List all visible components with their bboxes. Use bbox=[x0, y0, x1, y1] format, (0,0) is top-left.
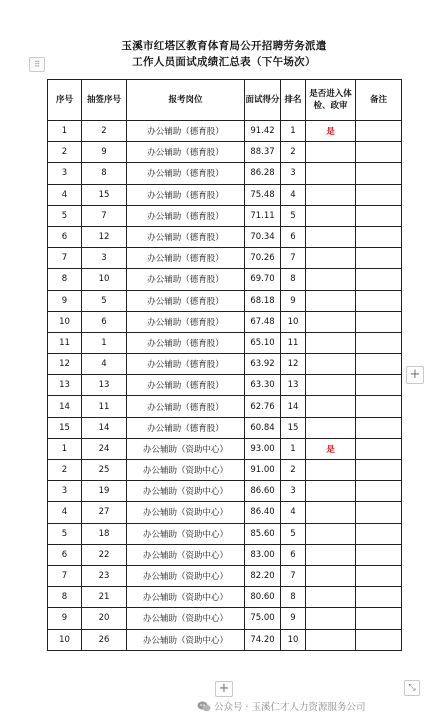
cell-advance bbox=[306, 523, 356, 544]
cell-draw-number: 15 bbox=[82, 184, 127, 205]
cell-draw-number: 26 bbox=[82, 629, 127, 650]
cell-draw-number: 18 bbox=[82, 523, 127, 544]
cell-position: 办公辅助（德育股） bbox=[127, 121, 245, 142]
cell-remark bbox=[356, 248, 402, 269]
table-row bbox=[48, 311, 402, 332]
cell-index: 10 bbox=[48, 629, 82, 650]
cell-score: 63.92 bbox=[245, 354, 281, 375]
cell-position: 办公辅助（资助中心） bbox=[127, 438, 245, 459]
cell-advance bbox=[306, 290, 356, 311]
cell-score: 70.34 bbox=[245, 226, 281, 247]
cell-index: 2 bbox=[48, 460, 82, 481]
resize-icon[interactable]: ⤡ bbox=[404, 680, 420, 696]
drag-handle-icon[interactable]: ⠿ bbox=[29, 57, 45, 72]
cell-score: 93.00 bbox=[245, 438, 281, 459]
cell-draw-number: 12 bbox=[82, 226, 127, 247]
cell-position: 办公辅助（德育股） bbox=[127, 142, 245, 163]
table-row bbox=[48, 608, 402, 629]
cell-index: 5 bbox=[48, 205, 82, 226]
cell-score: 60.84 bbox=[245, 417, 281, 438]
cell-remark bbox=[356, 460, 402, 481]
cell-score: 85.60 bbox=[245, 523, 281, 544]
table-row bbox=[48, 269, 402, 290]
cell-position: 办公辅助（资助中心） bbox=[127, 629, 245, 650]
cell-rank: 10 bbox=[281, 629, 306, 650]
table-row bbox=[48, 460, 402, 481]
cell-rank: 3 bbox=[281, 481, 306, 502]
document-title-line1: 玉溪市红塔区教育体育局公开招聘劳务派遣 bbox=[121, 40, 327, 52]
cell-index: 15 bbox=[48, 417, 82, 438]
cell-remark bbox=[356, 396, 402, 417]
cell-index: 11 bbox=[48, 332, 82, 353]
results-table bbox=[47, 79, 402, 651]
cell-draw-number: 24 bbox=[82, 438, 127, 459]
cell-remark bbox=[356, 375, 402, 396]
cell-position: 办公辅助（资助中心） bbox=[127, 587, 245, 608]
cell-score: 86.28 bbox=[245, 163, 281, 184]
add-row-icon[interactable]: + bbox=[215, 681, 233, 697]
cell-remark bbox=[356, 608, 402, 629]
cell-index: 4 bbox=[48, 502, 82, 523]
cell-index: 13 bbox=[48, 375, 82, 396]
table-row bbox=[48, 523, 402, 544]
cell-remark bbox=[356, 205, 402, 226]
cell-advance bbox=[306, 248, 356, 269]
cell-score: 75.48 bbox=[245, 184, 281, 205]
cell-draw-number: 7 bbox=[82, 205, 127, 226]
cell-rank: 1 bbox=[281, 438, 306, 459]
cell-index: 7 bbox=[48, 565, 82, 586]
cell-draw-number: 14 bbox=[82, 417, 127, 438]
cell-index: 6 bbox=[48, 226, 82, 247]
cell-score: 91.00 bbox=[245, 460, 281, 481]
cell-remark bbox=[356, 226, 402, 247]
cell-advance bbox=[306, 460, 356, 481]
cell-draw-number: 2 bbox=[82, 121, 127, 142]
cell-index: 9 bbox=[48, 608, 82, 629]
cell-position: 办公辅助（资助中心） bbox=[127, 608, 245, 629]
cell-index: 2 bbox=[48, 142, 82, 163]
cell-position: 办公辅助（德育股） bbox=[127, 311, 245, 332]
cell-advance bbox=[306, 481, 356, 502]
cell-rank: 9 bbox=[281, 608, 306, 629]
cell-advance: 是 bbox=[306, 438, 356, 459]
table-row bbox=[48, 290, 402, 311]
cell-score: 63.30 bbox=[245, 375, 281, 396]
cell-advance bbox=[306, 354, 356, 375]
table-row bbox=[48, 565, 402, 586]
table-row bbox=[48, 629, 402, 650]
cell-index: 7 bbox=[48, 248, 82, 269]
cell-position: 办公辅助（资助中心） bbox=[127, 460, 245, 481]
table-row bbox=[48, 248, 402, 269]
header-cell: 排名 bbox=[281, 80, 306, 121]
cell-index: 10 bbox=[48, 311, 82, 332]
table-row bbox=[48, 587, 402, 608]
cell-index: 3 bbox=[48, 163, 82, 184]
cell-advance bbox=[306, 163, 356, 184]
cell-rank: 10 bbox=[281, 311, 306, 332]
cell-remark bbox=[356, 269, 402, 290]
cell-index: 4 bbox=[48, 184, 82, 205]
table-row bbox=[48, 226, 402, 247]
cell-score: 82.20 bbox=[245, 565, 281, 586]
cell-rank: 9 bbox=[281, 290, 306, 311]
cell-draw-number: 10 bbox=[82, 269, 127, 290]
cell-advance bbox=[306, 269, 356, 290]
table-row bbox=[48, 121, 402, 142]
header-cell: 备注 bbox=[356, 80, 402, 121]
cell-position: 办公辅助（德育股） bbox=[127, 290, 245, 311]
table-row bbox=[48, 205, 402, 226]
cell-advance bbox=[306, 311, 356, 332]
cell-remark bbox=[356, 629, 402, 650]
cell-position: 办公辅助（资助中心） bbox=[127, 523, 245, 544]
cell-rank: 8 bbox=[281, 269, 306, 290]
cell-advance bbox=[306, 396, 356, 417]
cell-remark bbox=[356, 587, 402, 608]
cell-score: 68.18 bbox=[245, 290, 281, 311]
cell-rank: 15 bbox=[281, 417, 306, 438]
cell-rank: 6 bbox=[281, 544, 306, 565]
cell-index: 1 bbox=[48, 438, 82, 459]
cell-advance bbox=[306, 226, 356, 247]
cell-draw-number: 1 bbox=[82, 332, 127, 353]
cell-rank: 12 bbox=[281, 354, 306, 375]
cell-score: 70.26 bbox=[245, 248, 281, 269]
cell-advance bbox=[306, 544, 356, 565]
cell-score: 91.42 bbox=[245, 121, 281, 142]
cell-index: 6 bbox=[48, 544, 82, 565]
watermark bbox=[197, 699, 437, 715]
cell-rank: 3 bbox=[281, 163, 306, 184]
cell-position: 办公辅助（德育股） bbox=[127, 226, 245, 247]
cell-advance bbox=[306, 205, 356, 226]
cell-score: 65.10 bbox=[245, 332, 281, 353]
cell-position: 办公辅助（德育股） bbox=[127, 205, 245, 226]
cell-remark bbox=[356, 438, 402, 459]
cell-index: 8 bbox=[48, 269, 82, 290]
cell-rank: 5 bbox=[281, 523, 306, 544]
cell-rank: 1 bbox=[281, 121, 306, 142]
cell-rank: 5 bbox=[281, 205, 306, 226]
cell-remark bbox=[356, 121, 402, 142]
cell-index: 5 bbox=[48, 523, 82, 544]
cell-index: 8 bbox=[48, 587, 82, 608]
cell-remark bbox=[356, 142, 402, 163]
cell-draw-number: 22 bbox=[82, 544, 127, 565]
cell-position: 办公辅助（德育股） bbox=[127, 163, 245, 184]
cell-score: 88.37 bbox=[245, 142, 281, 163]
cell-position: 办公辅助（德育股） bbox=[127, 396, 245, 417]
cell-remark bbox=[356, 502, 402, 523]
table-row bbox=[48, 354, 402, 375]
cell-draw-number: 23 bbox=[82, 565, 127, 586]
header-cell: 是否进入体检、政审 bbox=[306, 80, 356, 121]
cell-score: 86.40 bbox=[245, 502, 281, 523]
cell-score: 86.60 bbox=[245, 481, 281, 502]
cell-draw-number: 3 bbox=[82, 248, 127, 269]
cell-remark bbox=[356, 417, 402, 438]
watermark-text: 公众号 · 玉溪仁才人力资源服务公司 bbox=[214, 702, 366, 713]
cell-remark bbox=[356, 481, 402, 502]
header-cell: 报考岗位 bbox=[127, 80, 245, 121]
header-cell: 面试得分 bbox=[245, 80, 281, 121]
cell-rank: 2 bbox=[281, 460, 306, 481]
cell-draw-number: 27 bbox=[82, 502, 127, 523]
cell-draw-number: 5 bbox=[82, 290, 127, 311]
cell-advance bbox=[306, 184, 356, 205]
cell-rank: 7 bbox=[281, 565, 306, 586]
cell-position: 办公辅助（德育股） bbox=[127, 184, 245, 205]
cell-index: 3 bbox=[48, 481, 82, 502]
header-cell: 序号 bbox=[48, 80, 82, 121]
cell-remark bbox=[356, 565, 402, 586]
cell-index: 1 bbox=[48, 121, 82, 142]
cell-position: 办公辅助（资助中心） bbox=[127, 565, 245, 586]
cell-rank: 14 bbox=[281, 396, 306, 417]
cell-draw-number: 21 bbox=[82, 587, 127, 608]
cell-draw-number: 8 bbox=[82, 163, 127, 184]
cell-position: 办公辅助（德育股） bbox=[127, 332, 245, 353]
cell-advance: 是 bbox=[306, 121, 356, 142]
table-row bbox=[48, 502, 402, 523]
table-row bbox=[48, 163, 402, 184]
cell-score: 80.60 bbox=[245, 587, 281, 608]
cell-rank: 6 bbox=[281, 226, 306, 247]
cell-draw-number: 20 bbox=[82, 608, 127, 629]
cell-position: 办公辅助（德育股） bbox=[127, 248, 245, 269]
cell-remark bbox=[356, 544, 402, 565]
cell-rank: 8 bbox=[281, 587, 306, 608]
cell-position: 办公辅助（资助中心） bbox=[127, 544, 245, 565]
table-row bbox=[48, 184, 402, 205]
table-row bbox=[48, 396, 402, 417]
cell-position: 办公辅助（德育股） bbox=[127, 354, 245, 375]
cell-draw-number: 19 bbox=[82, 481, 127, 502]
cell-score: 75.00 bbox=[245, 608, 281, 629]
cell-rank: 4 bbox=[281, 184, 306, 205]
cell-draw-number: 6 bbox=[82, 311, 127, 332]
table-row bbox=[48, 375, 402, 396]
cell-position: 办公辅助（德育股） bbox=[127, 375, 245, 396]
table-body bbox=[48, 121, 402, 651]
table-row bbox=[48, 481, 402, 502]
cell-remark bbox=[356, 332, 402, 353]
cell-advance bbox=[306, 142, 356, 163]
wechat-icon bbox=[197, 701, 211, 712]
cell-rank: 13 bbox=[281, 375, 306, 396]
table-row bbox=[48, 438, 402, 459]
cell-advance bbox=[306, 565, 356, 586]
cell-remark bbox=[356, 184, 402, 205]
cell-rank: 4 bbox=[281, 502, 306, 523]
cell-rank: 2 bbox=[281, 142, 306, 163]
cell-score: 83.00 bbox=[245, 544, 281, 565]
cell-rank: 11 bbox=[281, 332, 306, 353]
cell-advance bbox=[306, 502, 356, 523]
cell-score: 71.11 bbox=[245, 205, 281, 226]
table-row bbox=[48, 332, 402, 353]
cell-draw-number: 13 bbox=[82, 375, 127, 396]
add-column-icon[interactable]: + bbox=[406, 366, 424, 384]
header-cell: 抽签序号 bbox=[82, 80, 127, 121]
cell-position: 办公辅助（德育股） bbox=[127, 269, 245, 290]
table-row bbox=[48, 544, 402, 565]
cell-draw-number: 25 bbox=[82, 460, 127, 481]
cell-draw-number: 4 bbox=[82, 354, 127, 375]
cell-score: 62.76 bbox=[245, 396, 281, 417]
cell-draw-number: 11 bbox=[82, 396, 127, 417]
cell-score: 67.48 bbox=[245, 311, 281, 332]
cell-position: 办公辅助（资助中心） bbox=[127, 502, 245, 523]
cell-advance bbox=[306, 375, 356, 396]
table-row bbox=[48, 417, 402, 438]
cell-remark bbox=[356, 163, 402, 184]
cell-index: 12 bbox=[48, 354, 82, 375]
cell-remark bbox=[356, 311, 402, 332]
cell-score: 74.20 bbox=[245, 629, 281, 650]
cell-score: 69.70 bbox=[245, 269, 281, 290]
cell-remark bbox=[356, 290, 402, 311]
cell-advance bbox=[306, 417, 356, 438]
cell-advance bbox=[306, 608, 356, 629]
cell-position: 办公辅助（资助中心） bbox=[127, 481, 245, 502]
cell-rank: 7 bbox=[281, 248, 306, 269]
cell-remark bbox=[356, 523, 402, 544]
table-row bbox=[48, 142, 402, 163]
table-header-row bbox=[48, 80, 402, 121]
cell-position: 办公辅助（德育股） bbox=[127, 417, 245, 438]
cell-advance bbox=[306, 587, 356, 608]
cell-advance bbox=[306, 629, 356, 650]
document-title-line2: 工作人员面试成绩汇总表（下午场次） bbox=[132, 56, 316, 68]
cell-advance bbox=[306, 332, 356, 353]
cell-draw-number: 9 bbox=[82, 142, 127, 163]
cell-index: 9 bbox=[48, 290, 82, 311]
cell-remark bbox=[356, 354, 402, 375]
cell-index: 14 bbox=[48, 396, 82, 417]
